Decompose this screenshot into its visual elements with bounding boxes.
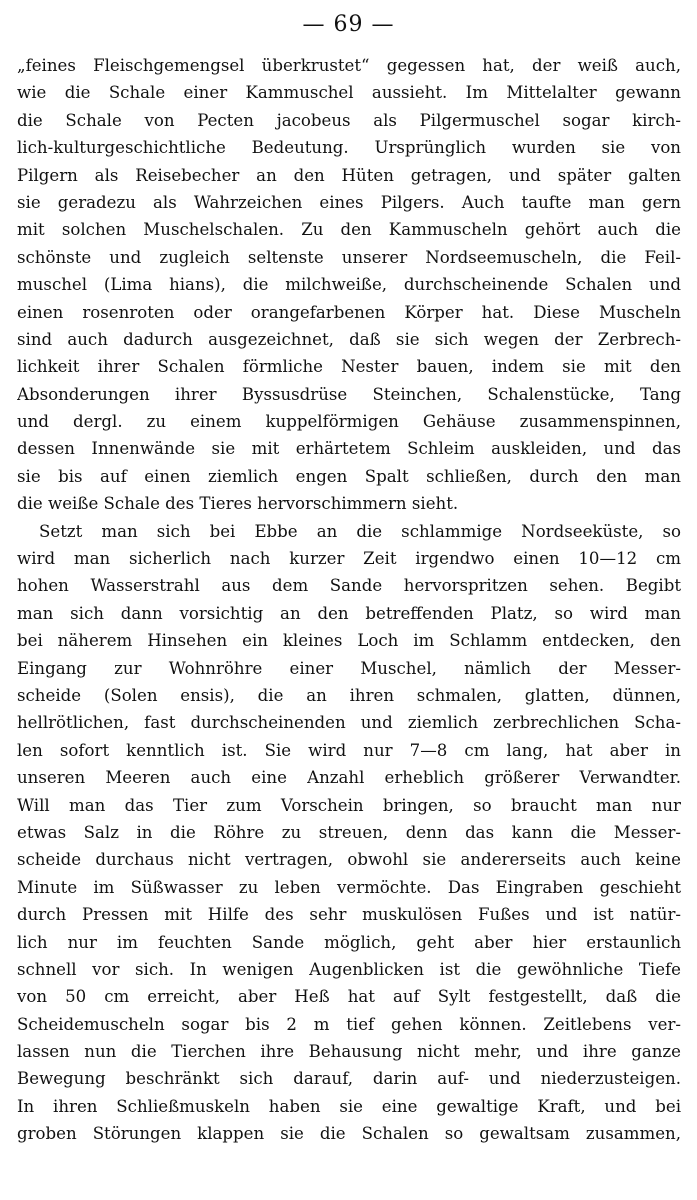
text-line: wird man sicherlich nach kurzer Zeit irgendwo einen 10—12 cm bbox=[17, 549, 681, 569]
text-line: und dergl. zu einem kuppelförmigen Gehäuse zusammenspinnen, bbox=[17, 412, 681, 432]
text-line: hohen Wasserstrahl aus dem Sande hervorspritzen sehen. Begibt bbox=[17, 576, 681, 596]
text-line: „feines Fleischgemengsel überkrustet“ gegessen hat, der weiß auch, bbox=[17, 56, 681, 75]
body-text bbox=[17, 52, 681, 1148]
text-line: einen rosenroten oder orangefarbenen Körper hat. Diese Muscheln bbox=[17, 302, 681, 322]
text-line: die weiße Schale des Tieres hervorschimmern sieht. bbox=[17, 494, 459, 514]
text-line: unseren Meeren auch eine Anzahl erheblich größerer Verwandter. bbox=[17, 768, 681, 788]
text-line: schönste und zugleich seltenste unserer Nordseemuscheln, die Feil- bbox=[17, 247, 681, 267]
text-line: Bewegung beschränkt sich darauf, darin auf- und niederzusteigen. bbox=[17, 1069, 681, 1089]
text-line: Eingang zur Wohnröhre einer Muschel, nämlich der Messer- bbox=[17, 658, 681, 678]
text-line: Pilgern als Reisebecher an den Hüten getragen, und später galten bbox=[17, 165, 681, 185]
text-line: Minute im Süßwasser zu leben vermöchte. Das Eingraben geschieht bbox=[17, 877, 681, 897]
text-line: etwas Salz in die Röhre zu streuen, denn das kann die Messer- bbox=[17, 822, 681, 842]
text-line: von 50 cm erreicht, aber Heß hat auf Sylt festgestellt, daß die bbox=[17, 987, 681, 1007]
text-line: schnell vor sich. In wenigen Augenblicken ist die gewöhnliche Tiefe bbox=[17, 959, 681, 979]
text-line: durch Pressen mit Hilfe des sehr muskulösen Fußes und ist natür- bbox=[17, 905, 681, 925]
text-line: mit solchen Muschelschalen. Zu den Kammuscheln gehört auch die bbox=[17, 220, 681, 240]
text-line: lich nur im feuchten Sande möglich, geht aber hier erstaunlich bbox=[17, 932, 681, 952]
text-line: man sich dann vorsichtig an den betreffenden Platz, so wird man bbox=[17, 603, 681, 623]
text-line: scheide (Solen ensis), die an ihren schmalen, glatten, dünnen, bbox=[17, 685, 681, 705]
text-line: lichkeit ihrer Schalen förmliche Nester bauen, indem sie mit den bbox=[17, 357, 681, 377]
text-line: wie die Schale einer Kammuschel aussieht. Im Mittelalter gewann bbox=[17, 83, 681, 103]
text-line: Setzt man sich bei Ebbe an die schlammige Nordseeküste, so bbox=[39, 521, 681, 541]
page-number: — 69 — bbox=[302, 12, 395, 37]
text-line: sie bis auf einen ziemlich engen Spalt schließen, durch den man bbox=[17, 466, 681, 486]
text-line: die Schale von Pecten jacobeus als Pilgermuschel sogar kirch- bbox=[17, 110, 681, 130]
text-line: bei näherem Hinsehen ein kleines Loch im Schlamm entdecken, den bbox=[17, 631, 681, 651]
text-line: Will man das Tier zum Vorschein bringen, so braucht man nur bbox=[17, 795, 681, 815]
text-line: lich-kulturgeschichtliche Bedeutung. Ursprünglich wurden sie von bbox=[17, 138, 681, 158]
text-line: sind auch dadurch ausgezeichnet, daß sie sich wegen der Zerbrech- bbox=[17, 329, 681, 349]
text-line: sie geradezu als Wahrzeichen eines Pilgers. Auch taufte man gern bbox=[17, 192, 681, 212]
text-line: dessen Innenwände sie mit erhärtetem Schleim auskleiden, und das bbox=[17, 439, 681, 459]
text-line: hellrötlichen, fast durchscheinenden und ziemlich zerbrechlichen Scha- bbox=[17, 713, 681, 733]
text-line: Absonderungen ihrer Byssusdrüse Steinchen, Schalenstücke, Tang bbox=[17, 384, 681, 404]
text-line: Scheidemuscheln sogar bis 2 m tief gehen können. Zeitlebens ver- bbox=[17, 1014, 681, 1034]
text-line: len sofort kenntlich ist. Sie wird nur 7—8 cm lang, hat aber in bbox=[17, 740, 681, 760]
text-line: muschel (Lima hians), die milchweiße, durchscheinende Schalen und bbox=[17, 275, 681, 295]
text-line: scheide durchaus nicht vertragen, obwohl sie andererseits auch keine bbox=[17, 850, 681, 870]
text-line: In ihren Schließmuskeln haben sie eine gewaltige Kraft, und bei bbox=[17, 1096, 681, 1116]
text-line: groben Störungen klappen sie die Schalen so gewaltsam zusammen, bbox=[17, 1124, 681, 1144]
text-line: lassen nun die Tierchen ihre Behausung nicht mehr, und ihre ganze bbox=[17, 1042, 681, 1062]
